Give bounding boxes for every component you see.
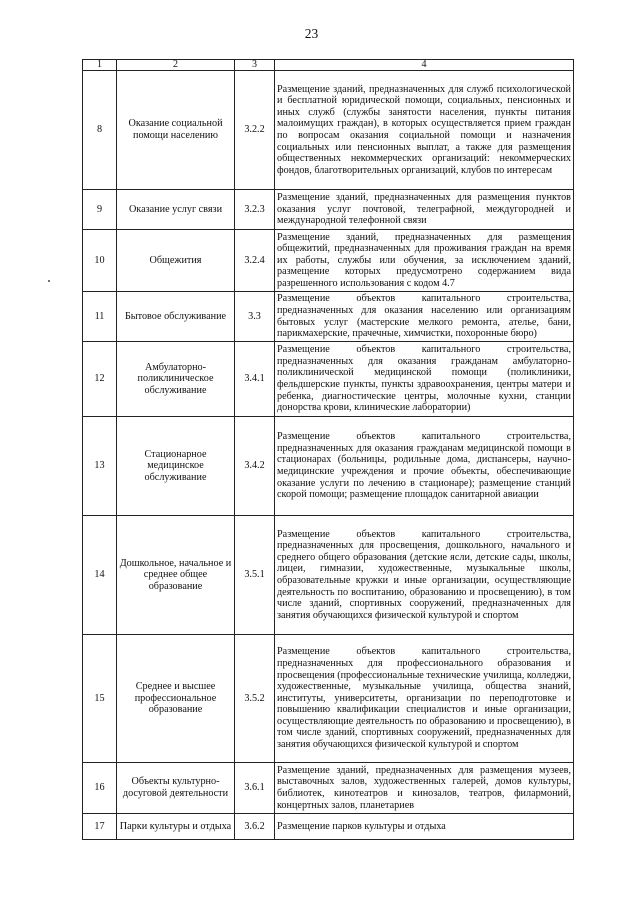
header-cell: 2: [117, 60, 235, 71]
use-type-code: 3.5.1: [235, 516, 275, 635]
use-type-code: 3.5.2: [235, 635, 275, 763]
use-type-code: 3.3: [235, 292, 275, 342]
use-type-code: 3.4.1: [235, 342, 275, 417]
use-type-description: Размещение объектов капитального строительства, предназначенных для оказания населению или организациям бытовых услуг (мастерские мелкого ремонта, ателье, бани, парикмахерские, прачечные, химчистки, похоронные бюро): [275, 292, 574, 342]
use-type-name: Амбулаторно-поликлиническое обслуживание: [117, 342, 235, 417]
use-type-code: 3.4.2: [235, 417, 275, 516]
row-number: 14: [83, 516, 117, 635]
use-type-name: Среднее и высшее профессиональное образование: [117, 635, 235, 763]
table-row: [83, 814, 574, 840]
page-number: 23: [304, 26, 319, 41]
use-type-description: Размещение объектов капитального строительства, предназначенных для просвещения, дошкольного, начального и среднего общего образования (детские ясли, детские сады, школы, лицеи, гимназии, художественные, музыкальные школы, образовательные кружки и иные организации, осуществляющие деятельность по воспитанию, образованию и просвещению), в том числе зданий, спортивных сооружений, предназначенных для занятия обучающихся физической культурой и спортом: [275, 516, 574, 635]
stray-mark: [48, 280, 50, 282]
table-row: [83, 763, 574, 814]
table-row: [83, 342, 574, 417]
table-row: [83, 635, 574, 763]
use-type-description: Размещение зданий, предназначенных для размещения общежитий, предназначенных для проживания граждан на время их работы, службы или обучения, за исключением зданий, размещение которых предусмотрено содержанием вида разрешенного использования с кодом 4.7: [275, 230, 574, 292]
table-row: [83, 516, 574, 635]
table-row: [83, 417, 574, 516]
use-type-description: Размещение парков культуры и отдыха: [275, 814, 574, 840]
header-cell: 3: [235, 60, 275, 71]
use-type-name: Дошкольное, начальное и среднее общее образование: [117, 516, 235, 635]
row-number: 10: [83, 230, 117, 292]
table-row: [83, 71, 574, 190]
row-number: 12: [83, 342, 117, 417]
use-type-description: Размещение объектов капитального строительства, предназначенных для оказания гражданам амбулаторно-поликлинической медицинской помощи (поликлиники, фельдшерские пункты, пункты здравоохранения, центры матери и ребенка, диагностические центры, молочные кухни, станции донорства крови, клинические лаборатории): [275, 342, 574, 417]
use-type-name: Оказание социальной помощи населению: [117, 71, 235, 190]
use-type-name: Объекты культурно-досуговой деятельности: [117, 763, 235, 814]
table-row: [83, 230, 574, 292]
use-type-name: Бытовое обслуживание: [117, 292, 235, 342]
header-cell: 4: [275, 60, 574, 71]
use-type-code: 3.2.4: [235, 230, 275, 292]
use-type-code: 3.2.3: [235, 190, 275, 230]
use-type-code: 3.6.2: [235, 814, 275, 840]
use-type-description: Размещение зданий, предназначенных для размещения пунктов оказания услуг почтовой, телеграфной, междугородней и международной телефонной связи: [275, 190, 574, 230]
row-number: 9: [83, 190, 117, 230]
row-number: 15: [83, 635, 117, 763]
use-type-code: 3.2.2: [235, 71, 275, 190]
land-use-table: [82, 59, 574, 840]
use-type-description: Размещение объектов капитального строительства, предназначенных для профессионального образования и просвещения (профессиональные технические училища, колледжи, художественные, музыкальные училища, общества знаний, институты, университеты, организации по переподготовке и повышению квалификации специалистов и иные организации, осуществляющие деятельность по образованию и просвещению), в том числе зданий, спортивных сооружений, предназначенных для занятия обучающихся физической культурой и спортом: [275, 635, 574, 763]
use-type-name: Парки культуры и отдыха: [117, 814, 235, 840]
table-row: [83, 292, 574, 342]
use-type-name: Общежития: [117, 230, 235, 292]
table-row: [83, 190, 574, 230]
header-cell: 1: [83, 60, 117, 71]
row-number: 17: [83, 814, 117, 840]
row-number: 11: [83, 292, 117, 342]
use-type-description: Размещение зданий, предназначенных для размещения музеев, выставочных залов, художественных галерей, домов культуры, библиотек, кинотеатров и кинозалов, театров, филармоний, концертных залов, планетариев: [275, 763, 574, 814]
row-number: 8: [83, 71, 117, 190]
use-type-code: 3.6.1: [235, 763, 275, 814]
row-number: 16: [83, 763, 117, 814]
use-type-name: Стационарное медицинское обслуживание: [117, 417, 235, 516]
use-type-description: Размещение зданий, предназначенных для служб психологической и бесплатной юридической помощи, социальных, пенсионных и иных служб (службы занятости населения, пункты питания малоимущих граждан), в которых осуществляется прием граждан по вопросам оказания социальной помощи и назначения социальных или пенсионных выплат, а также для размещения общественных некоммерческих организаций: некоммерческих фондов, благотворительных организаций, клубов по интересам: [275, 71, 574, 190]
use-type-name: Оказание услуг связи: [117, 190, 235, 230]
column-number-header-row: [83, 60, 574, 71]
use-type-description: Размещение объектов капитального строительства, предназначенных для оказания гражданам медицинской помощи в стационарах (больницы, родильные дома, диспансеры, научно-медицинские учреждения и прочие объекты, обеспечивающие оказание услуги по лечению в стационаре); размещение станций скорой помощи; размещение площадок санитарной авиации: [275, 417, 574, 516]
row-number: 13: [83, 417, 117, 516]
